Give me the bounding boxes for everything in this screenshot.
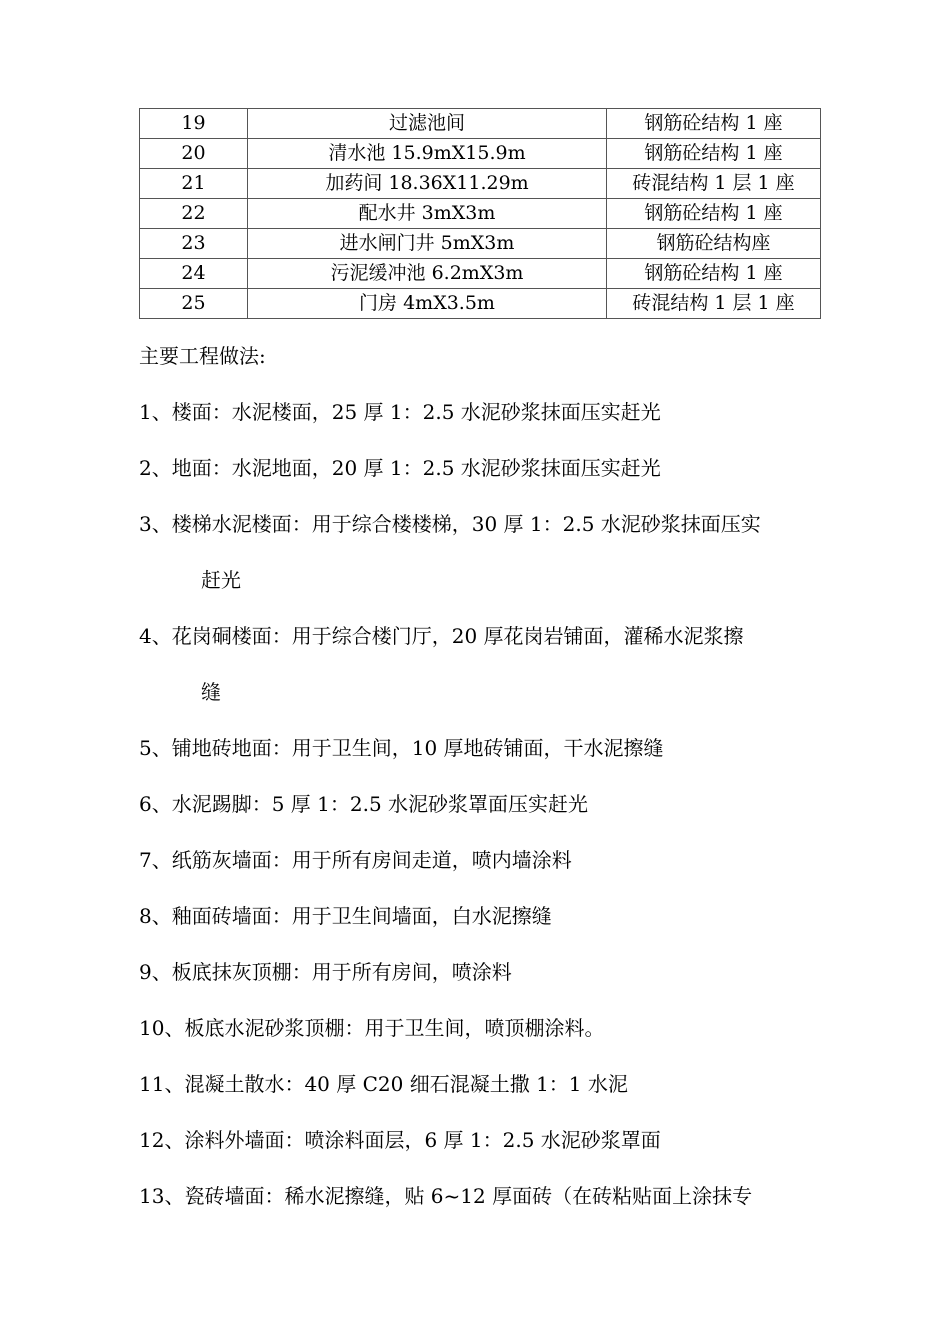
table-row (140, 139, 821, 169)
facility-name: 门房 4mX3.5m (248, 289, 607, 319)
structure-type: 钢筋砼结构 1 座 (607, 109, 821, 139)
facility-name: 清水池 15.9mX15.9m (248, 139, 607, 169)
structure-type: 砖混结构 1 层 1 座 (607, 289, 821, 319)
row-number: 23 (140, 229, 248, 259)
row-number: 20 (140, 139, 248, 169)
facility-name: 过滤池间 (248, 109, 607, 139)
list-item: 11、混凝土散水：40 厚 C20 细石混凝土撒 1：1 水泥 (139, 1072, 628, 1096)
facility-name: 配水井 3mX3m (248, 199, 607, 229)
row-number: 22 (140, 199, 248, 229)
structure-type: 砖混结构 1 层 1 座 (607, 169, 821, 199)
row-number: 21 (140, 169, 248, 199)
list-item: 6、水泥踢脚：5 厚 1：2.5 水泥砂浆罩面压实赶光 (139, 792, 589, 816)
list-item: 7、纸筋灰墙面：用于所有房间走道，喷内墙涂料 (139, 848, 572, 872)
list-item: 13、瓷砖墙面：稀水泥擦缝，贴 6~12 厚面砖（在砖粘贴面上涂抹专 (139, 1184, 753, 1208)
list-item: 10、板底水泥砂浆顶棚：用于卫生间，喷顶棚涂料。 (139, 1016, 605, 1040)
structure-type: 钢筋砼结构 1 座 (607, 199, 821, 229)
table-row (140, 169, 821, 199)
list-item: 9、板底抹灰顶棚：用于所有房间，喷涂料 (139, 960, 512, 984)
table-row (140, 109, 821, 139)
row-number: 25 (140, 289, 248, 319)
list-item: 5、铺地砖地面：用于卫生间，10 厚地砖铺面，干水泥擦缝 (139, 736, 664, 760)
section-heading: 主要工程做法: (139, 344, 266, 368)
structure-type: 钢筋砼结构 1 座 (607, 259, 821, 289)
list-item: 4、花岗硐楼面：用于综合楼门厅，20 厚花岗岩铺面，灌稀水泥浆擦 (139, 624, 744, 648)
structure-type: 钢筋砼结构 1 座 (607, 139, 821, 169)
table-row (140, 289, 821, 319)
table-row (140, 199, 821, 229)
facility-name: 污泥缓冲池 6.2mX3m (248, 259, 607, 289)
list-item: 1、楼面：水泥楼面，25 厚 1：2.5 水泥砂浆抹面压实赶光 (139, 400, 661, 424)
list-item-continuation: 赶光 (201, 568, 241, 592)
row-number: 24 (140, 259, 248, 289)
table-row (140, 259, 821, 289)
list-item: 2、地面：水泥地面，20 厚 1：2.5 水泥砂浆抹面压实赶光 (139, 456, 661, 480)
list-item-continuation: 缝 (201, 680, 221, 704)
structure-type: 钢筋砼结构座 (607, 229, 821, 259)
list-item: 8、釉面砖墙面：用于卫生间墙面，白水泥擦缝 (139, 904, 552, 928)
facility-name: 进水闸门井 5mX3m (248, 229, 607, 259)
row-number: 19 (140, 109, 248, 139)
list-item: 3、楼梯水泥楼面：用于综合楼楼梯，30 厚 1：2.5 水泥砂浆抹面压实 (139, 512, 761, 536)
structure-table (139, 108, 821, 319)
list-item: 12、涂料外墙面：喷涂料面层，6 厚 1：2.5 水泥砂浆罩面 (139, 1128, 661, 1152)
table-row (140, 229, 821, 259)
facility-name: 加药间 18.36X11.29m (248, 169, 607, 199)
